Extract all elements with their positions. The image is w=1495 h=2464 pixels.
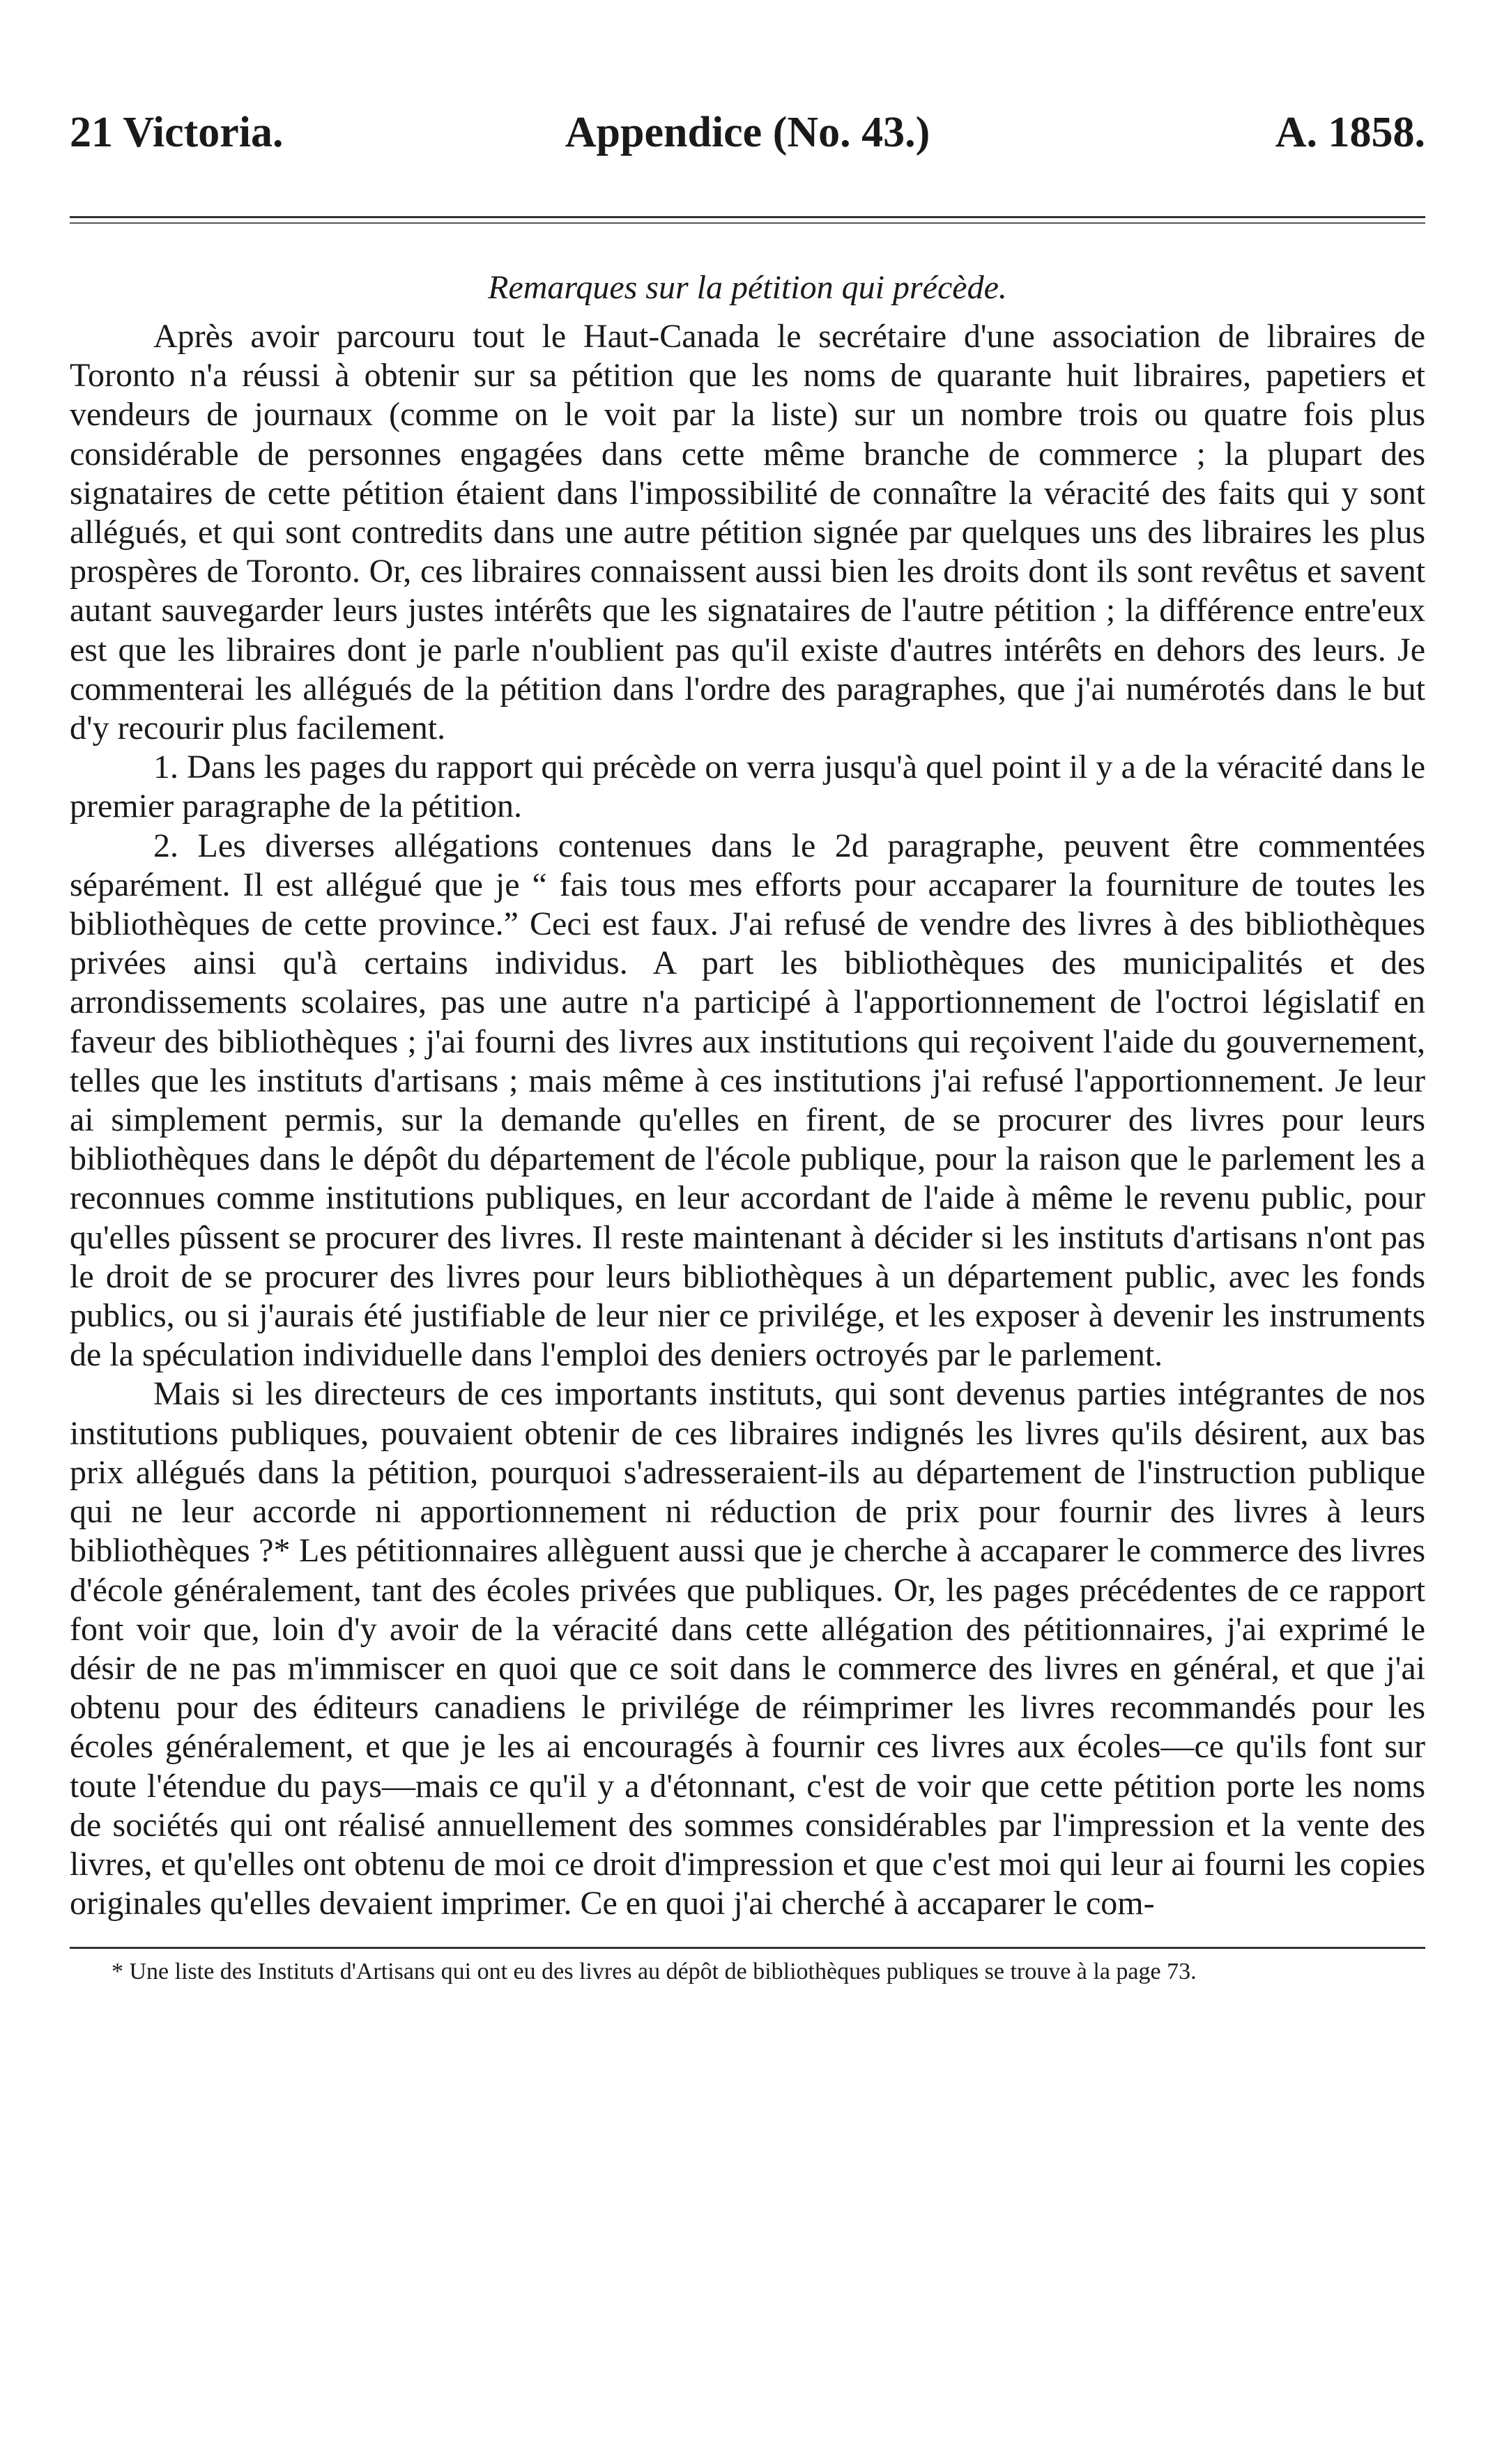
paragraph-intro: Après avoir parcouru tout le Haut-Canada le secrétaire d'une association de libraires de Toronto n'a réussi à obtenir sur sa pétition que les noms de quarante huit libraires, papetiers et vendeurs de journaux (comme on le voit par la liste) sur un nombre trois ou quatre fois plus considérable de personnes engagées dans cette même branche de commerce ; la plupart des signataires de cette pétition étaient dans l'impossibilité de connaître la véracité des faits qui y sont allégués, et qui sont contredits dans une autre pétition signée par quelques uns des libraires les plus prospères de Toronto. Or, ces libraires connaissent aussi bien les droits dont ils sont revêtus et savent autant sauvegarder leurs justes intérêts que les signataires de l'autre pétition ; la différence entre'eux est que les libraires dont je parle n'oublient pas qu'il existe d'autres intérêts en dehors des leurs. Je commenterai les allégués de la pétition dans l'ordre des paragraphes, que j'ai numérotés dans le but d'y recourir plus facilement. (70, 318, 1425, 747)
header-appendix-number: Appendice (No. 43.) (565, 109, 930, 156)
paragraph-point-1: 1. Dans les pages du rapport qui précède on verra jusqu'à quel point il y a de la véracité dans le premier paragraphe de la pétition. (70, 749, 1425, 825)
document-page (70, 105, 1425, 1988)
footnote: * Une liste des Instituts d'Artisans qui ont eu des livres au dépôt de bibliothèques publiques se trouve à la page 73. (112, 1959, 1197, 1985)
header-regnal-year: 21 Victoria. (70, 109, 284, 156)
header-year: A. 1858. (1275, 109, 1425, 156)
paragraph-point-2: 2. Les diverses allégations contenues dans le 2d paragraphe, peuvent être commentées séparément. Il est allégué que je “ fais tous mes efforts pour accaparer la fourniture de toutes les bibliothèques de cette province.” Ceci est faux. J'ai refusé de vendre des livres à des bibliothèques privées ainsi qu'à certains individus. A part les bibliothèques des municipalités et des arrondissements scolaires, pas une autre n'a participé à l'apportionnement de l'octroi législatif en faveur des bibliothèques ; j'ai fourni des livres aux institutions qui reçoivent l'aide du gouvernement, telles que les instituts d'artisans ; mais même à ces institutions j'ai refusé l'apportionnement. Je leur ai simplement permis, sur la demande qu'elles en firent, de se procurer des livres pour leurs bibliothèques dans le dépôt du département de l'école publique, pour la raison que le parlement les a reconnues comme institutions publiques, en leur accordant de l'aide à même le revenu public, pour qu'elles pûssent se procurer des livres. Il reste maintenant à décider si les instituts d'artisans n'ont pas le droit de se procurer des livres pour leurs bibliothèques à un département public, avec les fonds publics, ou si j'aurais été justifiable de leur nier ce privilége, et les exposer à devenir les instruments de la spéculation individuelle dans l'emploi des deniers octroyés par le parlement. (70, 827, 1425, 1374)
body-text (70, 317, 1425, 1923)
paragraph-continuation: Mais si les directeurs de ces importants instituts, qui sont devenus parties intégrantes de nos institutions publiques, pouvaient obtenir de ces libraires indignés les livres qu'ils désirent, aux bas prix allégués dans la pétition, pourquoi s'adresseraient-ils au département de l'instruction publique qui ne leur accorde ni apportionnement ni réduction de prix pour fournir des livres à leurs bibliothèques ?* Les pétitionnaires allèguent aussi que je cherche à accaparer le commerce des livres d'école généralement, tant des écoles privées que publiques. Or, les pages précédentes de ce rapport font voir que, loin d'y avoir de la véracité dans cette allégation des pétitionnaires, j'ai exprimé le désir de ne pas m'immiscer en quoi que ce soit dans le commerce des livres en général, et que j'ai obtenu pour des éditeurs canadiens le privilége de réimprimer les livres recommandés pour les écoles généralement, et que je les ai encouragés à fournir ces livres aux écoles—ce qu'ils font sur toute l'étendue du pays—mais ce qu'il y a d'étonnant, c'est de voir que cette pétition porte les noms de sociétés qui ont réalisé annuellement des sommes considérables par l'impression et la vente des livres, et qu'elles ont obtenu de moi ce droit d'impression et que c'est moi qui leur ai fourni les copies originales qu'elles devaient imprimer. Ce en quoi j'ai cherché à accaparer le com- (70, 1375, 1425, 1922)
header-rule (70, 216, 1425, 224)
footnote-rule (70, 1947, 1425, 1949)
section-title: Remarques sur la pétition qui précède. (488, 269, 1007, 306)
running-header (70, 105, 1425, 174)
